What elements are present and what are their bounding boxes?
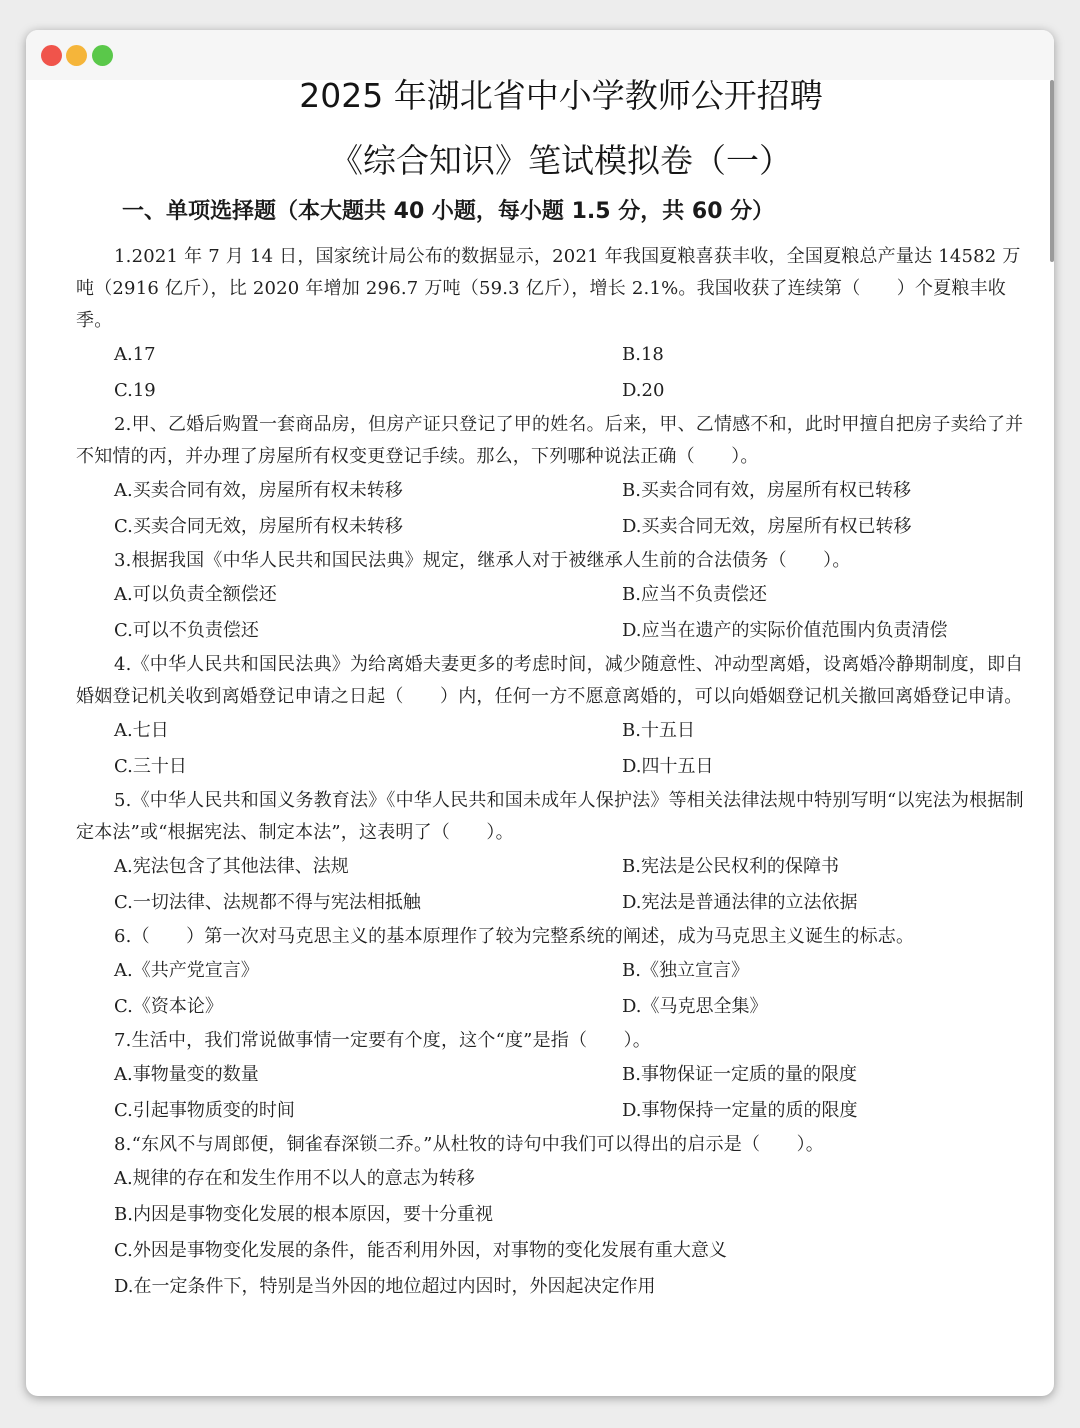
exam-title-line2: 《综合知识》笔试模拟卷（一） (330, 141, 792, 180)
question-2-stem: 2.甲、乙婚后购置一套商品房，但房产证只登记了甲的姓名。后来，甲、乙情感不和，此时甲擅自把房子卖给了并不知情的丙，并办理了房屋所有权变更登记手续。那么，下列哪种说法正确（ ）。 (76, 414, 1024, 467)
question-6-options-row-1 (76, 953, 1026, 989)
option-a[interactable]: A.《共产党宣言》 (114, 960, 259, 981)
question-6-stem: 6.（ ）第一次对马克思主义的基本原理作了较为完整系统的阐述，成为马克思主义诞生的标志。 (114, 926, 915, 947)
exam-page (76, 74, 1026, 1305)
option-b[interactable]: B.买卖合同有效，房屋所有权已转移 (622, 480, 911, 501)
option-a[interactable]: A.七日 (114, 720, 169, 741)
question-3-stem: 3.根据我国《中华人民共和国民法典》规定，继承人对于被继承人生前的合法债务（ ）。 (114, 550, 851, 571)
option-c[interactable]: C.三十日 (114, 756, 187, 777)
window-titlebar (26, 30, 1054, 80)
option-b[interactable]: B.《独立宣言》 (622, 960, 749, 981)
option-c[interactable]: C.《资本论》 (114, 996, 223, 1017)
option-a[interactable]: A.买卖合同有效，房屋所有权未转移 (114, 480, 403, 501)
option-b[interactable]: B.内因是事物变化发展的根本原因，要十分重视 (114, 1204, 493, 1225)
option-d[interactable]: D.宪法是普通法律的立法依据 (622, 892, 858, 913)
option-b[interactable]: B.十五日 (622, 720, 695, 741)
question-6-options-row-2 (76, 989, 1026, 1025)
option-a[interactable]: A.宪法包含了其他法律、法规 (114, 856, 349, 877)
option-c[interactable]: C.19 (114, 380, 156, 401)
option-d[interactable]: D.应当在遗产的实际价值范围内负责清偿 (622, 620, 948, 641)
question-4-options-row-1 (76, 713, 1026, 749)
question-2-options-row-2 (76, 509, 1026, 545)
question-1-stem: 1.2021 年 7 月 14 日，国家统计局公布的数据显示，2021 年我国夏粮喜获丰收，全国夏粮总产量达 14582 万吨（2916 亿斤），比 2020 年增加 296.7 万吨（59.3 亿斤），增长 2.1%。我国收获了连续第（ ）个夏粮丰收季。 (76, 246, 1021, 331)
question-1-options-row-2 (76, 373, 1026, 409)
option-d[interactable]: D.四十五日 (622, 756, 714, 777)
option-a[interactable]: A.事物量变的数量 (114, 1064, 259, 1085)
document-window (26, 30, 1054, 1396)
option-a[interactable]: A.规律的存在和发生作用不以人的意志为转移 (114, 1168, 475, 1189)
option-b[interactable]: B.应当不负责偿还 (622, 584, 767, 605)
question-5-options-row-1 (76, 849, 1026, 885)
option-d[interactable]: D.在一定条件下，特别是当外因的地位超过内因时，外因起决定作用 (114, 1276, 656, 1297)
option-d[interactable]: D.《马克思全集》 (622, 996, 768, 1017)
question-3-options-row-2 (76, 613, 1026, 649)
option-c[interactable]: C.一切法律、法规都不得与宪法相抵触 (114, 892, 421, 913)
option-c[interactable]: C.可以不负责偿还 (114, 620, 259, 641)
option-b[interactable]: B.事物保证一定质的量的限度 (622, 1064, 857, 1085)
question-7-options-row-2 (76, 1093, 1026, 1129)
maximize-window-icon[interactable] (92, 45, 113, 66)
question-4-stem: 4.《中华人民共和国民法典》为给离婚夫妻更多的考虑时间，减少随意性、冲动型离婚，设离婚冷静期制度，即自婚姻登记机关收到离婚登记申请之日起（ ）内，任何一方不愿意离婚的，可以向婚姻登记机关撤回离婚登记申请。 (76, 654, 1024, 707)
section-heading: 一、单项选择题（本大题共 40 小题，每小题 1.5 分，共 60 分） (122, 199, 775, 224)
option-a[interactable]: A.可以负责全额偿还 (114, 584, 277, 605)
minimize-window-icon[interactable] (66, 45, 87, 66)
question-3-options-row-1 (76, 577, 1026, 613)
question-8-stem: 8.“东风不与周郎便，铜雀春深锁二乔。”从杜牧的诗句中我们可以得出的启示是（ ）。 (114, 1134, 824, 1155)
question-5-stem: 5.《中华人民共和国义务教育法》《中华人民共和国未成年人保护法》等相关法律法规中特别写明“以宪法为根据制定本法”或“根据宪法、制定本法”，这表明了（ ）。 (76, 790, 1024, 843)
option-c[interactable]: C.引起事物质变的时间 (114, 1100, 295, 1121)
scrollbar[interactable] (1050, 80, 1054, 262)
question-7-stem: 7.生活中，我们常说做事情一定要有个度，这个“度”是指（ ）。 (114, 1030, 651, 1051)
option-b[interactable]: B.18 (622, 344, 664, 365)
question-4-options-row-2 (76, 749, 1026, 785)
option-c[interactable]: C.买卖合同无效，房屋所有权未转移 (114, 516, 403, 537)
close-window-icon[interactable] (41, 45, 62, 66)
exam-title-line1: 2025 年湖北省中小学教师公开招聘 (299, 76, 823, 115)
option-d[interactable]: D.买卖合同无效，房屋所有权已转移 (622, 516, 912, 537)
option-b[interactable]: B.宪法是公民权利的保障书 (622, 856, 839, 877)
option-c[interactable]: C.外因是事物变化发展的条件，能否利用外因，对事物的变化发展有重大意义 (114, 1240, 727, 1261)
question-7-options-row-1 (76, 1057, 1026, 1093)
option-d[interactable]: D.事物保持一定量的质的限度 (622, 1100, 858, 1121)
option-d[interactable]: D.20 (622, 380, 665, 401)
question-2-options-row-1 (76, 473, 1026, 509)
question-1-options-row-1 (76, 337, 1026, 373)
option-a[interactable]: A.17 (114, 344, 156, 365)
question-5-options-row-2 (76, 885, 1026, 921)
